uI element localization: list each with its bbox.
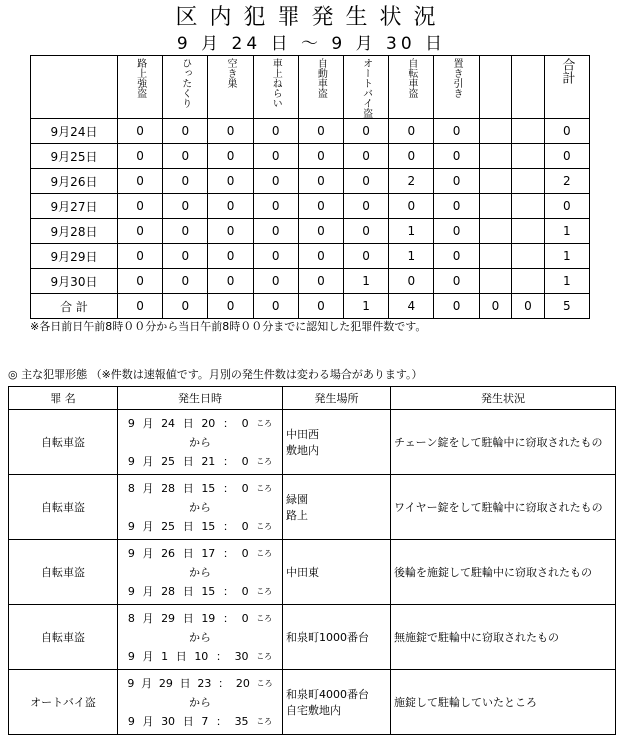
date-part: ころ — [256, 651, 273, 661]
date-part: 0 — [241, 454, 249, 468]
count-cell: 0 — [118, 269, 163, 294]
count-cell — [479, 144, 512, 169]
column-header — [544, 56, 589, 119]
count-cell: 0 — [163, 144, 208, 169]
case-name: 自転車盗 — [9, 540, 118, 605]
count-cell: 0 — [253, 144, 298, 169]
date-part: 日 — [182, 584, 194, 598]
column-header — [208, 56, 253, 119]
count-cell: 0 — [253, 119, 298, 144]
column-header — [389, 56, 434, 119]
date-part: 35 — [234, 714, 249, 728]
table-row — [31, 144, 590, 169]
count-cell: 0 — [208, 144, 253, 169]
count-cell: 0 — [389, 119, 434, 144]
row-date: 9月27日 — [31, 194, 118, 219]
count-cell: 0 — [434, 169, 479, 194]
count-cell: 0 — [253, 244, 298, 269]
count-cell: 2 — [544, 169, 589, 194]
count-cell: 0 — [118, 219, 163, 244]
date-part: 26 — [161, 546, 176, 560]
date-part: 日 — [182, 454, 194, 468]
count-cell — [512, 169, 545, 194]
count-cell: 0 — [298, 119, 343, 144]
total-row — [31, 294, 590, 319]
count-cell: 0 — [298, 269, 343, 294]
crime-table-header — [31, 56, 590, 119]
date-part: 日 — [182, 481, 194, 495]
count-cell: 0 — [544, 194, 589, 219]
date-part: 20 — [201, 416, 216, 430]
count-cell: 0 — [253, 194, 298, 219]
date-part: ころ — [256, 586, 273, 596]
count-cell: 0 — [434, 244, 479, 269]
count-cell: 0 — [344, 194, 389, 219]
column-header-label: オートバイ盗 — [360, 58, 372, 118]
date-part: 月 — [142, 649, 154, 663]
crime-table-body — [31, 119, 590, 319]
case-row — [9, 605, 616, 670]
header-datetime: 発生日時 — [118, 387, 283, 410]
count-cell: 0 — [208, 244, 253, 269]
date-part: ： — [222, 416, 234, 430]
count-cell — [512, 119, 545, 144]
count-cell: 0 — [163, 244, 208, 269]
date-to — [118, 647, 282, 666]
count-cell: 0 — [253, 219, 298, 244]
case-name: 自転車盗 — [9, 475, 118, 540]
date-part: 月 — [142, 584, 154, 598]
table-note: ※各日前日午前8時００分から当日午前8時００分までに認知した犯罪件数です。 — [30, 320, 427, 333]
table-row — [31, 119, 590, 144]
total-cell: 0 — [208, 294, 253, 319]
date-part: 9 — [127, 676, 135, 690]
count-cell: 2 — [389, 169, 434, 194]
case-situation: 施錠して駐輪していたところ — [391, 670, 616, 735]
column-header-label: 自動車盗 — [315, 58, 327, 98]
date-part: 日 — [182, 416, 194, 430]
date-part: 10 — [194, 649, 209, 663]
count-cell: 0 — [163, 194, 208, 219]
date-part: ころ — [256, 521, 273, 531]
date-part: 0 — [241, 611, 249, 625]
count-cell: 0 — [434, 144, 479, 169]
date-part: ： — [222, 611, 234, 625]
case-place: 中田西 敷地内 — [283, 410, 391, 475]
column-header — [479, 56, 512, 119]
column-header — [344, 56, 389, 119]
date-part: 0 — [241, 546, 249, 560]
count-cell: 0 — [434, 194, 479, 219]
date-to — [118, 517, 282, 536]
count-cell: 0 — [253, 169, 298, 194]
count-cell: 0 — [118, 244, 163, 269]
date-from — [118, 544, 282, 563]
count-cell: 0 — [208, 194, 253, 219]
date-part: 日 — [175, 649, 187, 663]
case-name: オートバイ盗 — [9, 670, 118, 735]
date-from — [118, 414, 282, 433]
count-cell: 0 — [298, 144, 343, 169]
column-header — [118, 56, 163, 119]
case-situation: チェーン錠をして駐輪中に窃取されたもの — [391, 410, 616, 475]
date-part: 0 — [241, 584, 249, 598]
case-datetime — [118, 605, 283, 670]
date-part: 25 — [161, 454, 176, 468]
count-cell: 1 — [544, 244, 589, 269]
count-cell: 0 — [208, 169, 253, 194]
date-part: 20 — [235, 676, 250, 690]
total-label: 合 計 — [31, 294, 118, 319]
row-date: 9月29日 — [31, 244, 118, 269]
count-cell — [479, 244, 512, 269]
count-cell: 0 — [344, 169, 389, 194]
count-cell: 0 — [163, 269, 208, 294]
total-cell: 0 — [479, 294, 512, 319]
date-part: ： — [222, 546, 234, 560]
total-cell: 0 — [298, 294, 343, 319]
date-part: 17 — [201, 546, 216, 560]
column-header-label: 置き引き — [451, 58, 463, 98]
date-part: 25 — [161, 519, 176, 533]
count-cell: 0 — [544, 144, 589, 169]
date-part: 0 — [241, 416, 249, 430]
date-to — [118, 452, 282, 471]
date-part: 月 — [142, 454, 154, 468]
date-part: 9 — [127, 454, 135, 468]
case-datetime — [118, 410, 283, 475]
count-cell: 0 — [389, 269, 434, 294]
table-row — [31, 194, 590, 219]
count-cell: 0 — [344, 119, 389, 144]
date-part: 日 — [182, 714, 194, 728]
date-part: 9 — [127, 714, 135, 728]
date-part: 9 — [127, 546, 135, 560]
date-to — [118, 712, 282, 731]
total-cell: 1 — [344, 294, 389, 319]
case-situation: 後輪を施錠して駐輪中に窃取されたもの — [391, 540, 616, 605]
date-part: 15 — [201, 481, 216, 495]
row-date: 9月28日 — [31, 219, 118, 244]
date-from — [118, 674, 282, 693]
date-part: 1 — [161, 649, 169, 663]
date-part: 21 — [201, 454, 216, 468]
row-date: 9月25日 — [31, 144, 118, 169]
row-date: 9月30日 — [31, 269, 118, 294]
page-title: 区内犯罪発生状況 — [175, 5, 448, 30]
count-cell: 0 — [389, 194, 434, 219]
column-header — [253, 56, 298, 119]
count-cell — [512, 269, 545, 294]
count-cell: 0 — [208, 119, 253, 144]
count-cell: 1 — [389, 219, 434, 244]
date-part: ： — [222, 454, 234, 468]
date-part: 24 — [161, 416, 176, 430]
column-header — [298, 56, 343, 119]
case-datetime — [118, 540, 283, 605]
case-situation: 無施錠で駐輪中に窃取されたもの — [391, 605, 616, 670]
count-cell: 0 — [163, 219, 208, 244]
date-part: 9 — [127, 649, 135, 663]
count-cell — [479, 269, 512, 294]
kara-label: から — [189, 630, 211, 644]
count-cell: 0 — [298, 219, 343, 244]
count-cell: 0 — [208, 269, 253, 294]
kara-label: から — [189, 565, 211, 579]
date-part: 月 — [142, 611, 154, 625]
date-part: 9 — [127, 584, 135, 598]
column-header-label: 路上強盗 — [134, 58, 146, 98]
column-header-label: 合計 — [559, 58, 575, 84]
main-table-header — [9, 387, 616, 410]
case-place: 和泉町1000番台 — [283, 605, 391, 670]
table-row — [31, 244, 590, 269]
case-place: 和泉町4000番台 自宅敷地内 — [283, 670, 391, 735]
date-part: ころ — [256, 716, 273, 726]
date-part: ： — [215, 714, 227, 728]
case-name: 自転車盗 — [9, 605, 118, 670]
case-place: 緑園 路上 — [283, 475, 391, 540]
date-part: 月 — [142, 714, 154, 728]
date-part: 23 — [197, 676, 212, 690]
total-cell: 4 — [389, 294, 434, 319]
count-cell: 0 — [434, 119, 479, 144]
count-cell: 0 — [344, 144, 389, 169]
case-datetime — [118, 475, 283, 540]
count-cell: 1 — [544, 269, 589, 294]
header-situation: 発生状況 — [391, 387, 616, 410]
total-cell: 0 — [512, 294, 545, 319]
column-header-label: ひったくり — [179, 58, 191, 108]
total-cell: 0 — [253, 294, 298, 319]
date-part: 8 — [127, 611, 135, 625]
total-cell: 0 — [163, 294, 208, 319]
row-date: 9月26日 — [31, 169, 118, 194]
column-header — [163, 56, 208, 119]
case-datetime — [118, 670, 283, 735]
date-from — [118, 609, 282, 628]
count-cell — [512, 194, 545, 219]
header-crime-name: 罪 名 — [9, 387, 118, 410]
date-part: 月 — [142, 481, 154, 495]
date-part: 0 — [241, 519, 249, 533]
row-date: 9月24日 — [31, 119, 118, 144]
count-cell — [479, 194, 512, 219]
date-part: ： — [222, 584, 234, 598]
date-part: ころ — [256, 678, 273, 688]
date-part: ころ — [256, 418, 273, 428]
date-part: ころ — [256, 613, 273, 623]
table-row — [31, 169, 590, 194]
count-cell — [479, 119, 512, 144]
count-cell: 0 — [118, 119, 163, 144]
count-cell: 0 — [298, 194, 343, 219]
section-title: ◎ 主な犯罪形態 （※件数は速報値です。月別の発生件数は変わる場合があります。） — [8, 368, 423, 381]
date-part: ころ — [256, 548, 273, 558]
date-part: 29 — [161, 611, 176, 625]
date-range: 9 月 24 日 ～ 9 月 30 日 — [176, 34, 447, 54]
count-cell: 1 — [544, 219, 589, 244]
date-part: 日 — [182, 611, 194, 625]
case-place: 中田東 — [283, 540, 391, 605]
table-row — [31, 219, 590, 244]
date-from — [118, 479, 282, 498]
count-cell: 0 — [434, 219, 479, 244]
date-part: 日 — [182, 546, 194, 560]
kara-label: から — [189, 500, 211, 514]
corner-cell — [31, 56, 118, 119]
kara-label: から — [189, 435, 211, 449]
date-part: 30 — [161, 714, 176, 728]
date-part: ころ — [256, 456, 273, 466]
date-part: 日 — [179, 676, 191, 690]
date-part: 月 — [142, 416, 154, 430]
count-cell — [479, 169, 512, 194]
case-name: 自転車盗 — [9, 410, 118, 475]
date-part: 8 — [127, 481, 135, 495]
date-part: 月 — [142, 546, 154, 560]
main-table-body — [9, 410, 616, 735]
crime-count-table — [30, 55, 590, 319]
date-part: 日 — [182, 519, 194, 533]
case-row — [9, 670, 616, 735]
count-cell: 0 — [208, 219, 253, 244]
column-header-label: 空き巣 — [225, 58, 236, 88]
date-part: 月 — [142, 519, 154, 533]
date-part: ころ — [256, 483, 273, 493]
count-cell: 0 — [118, 144, 163, 169]
date-part: 9 — [127, 416, 135, 430]
date-part: ： — [215, 649, 227, 663]
date-part: 15 — [201, 584, 216, 598]
date-part: ： — [218, 676, 230, 690]
count-cell: 1 — [344, 269, 389, 294]
date-to — [118, 582, 282, 601]
kara-label: から — [189, 695, 211, 709]
date-part: 15 — [201, 519, 216, 533]
count-cell: 0 — [298, 244, 343, 269]
column-header — [512, 56, 545, 119]
date-part: 28 — [161, 481, 176, 495]
column-header-label: 自転車盗 — [405, 58, 417, 98]
date-part: ： — [222, 519, 234, 533]
header-place: 発生場所 — [283, 387, 391, 410]
count-cell: 0 — [344, 244, 389, 269]
column-header-label: 車上ねらい — [270, 58, 282, 108]
column-header — [434, 56, 479, 119]
count-cell: 0 — [389, 144, 434, 169]
case-row — [9, 540, 616, 605]
count-cell: 0 — [163, 119, 208, 144]
date-part: 0 — [241, 481, 249, 495]
count-cell — [512, 144, 545, 169]
date-part: 30 — [234, 649, 249, 663]
count-cell — [479, 219, 512, 244]
count-cell: 0 — [253, 269, 298, 294]
count-cell: 1 — [389, 244, 434, 269]
count-cell: 0 — [544, 119, 589, 144]
case-situation: ワイヤー錠をして駐輪中に窃取されたもの — [391, 475, 616, 540]
count-cell — [512, 244, 545, 269]
count-cell: 0 — [163, 169, 208, 194]
count-cell: 0 — [298, 169, 343, 194]
count-cell: 0 — [118, 194, 163, 219]
case-row — [9, 410, 616, 475]
table-row — [31, 269, 590, 294]
total-cell: 0 — [434, 294, 479, 319]
total-cell: 5 — [544, 294, 589, 319]
date-part: 28 — [161, 584, 176, 598]
count-cell — [512, 219, 545, 244]
count-cell: 0 — [434, 269, 479, 294]
date-part: ： — [222, 481, 234, 495]
date-part: 9 — [127, 519, 135, 533]
date-part: 29 — [158, 676, 173, 690]
count-cell: 0 — [118, 169, 163, 194]
case-row — [9, 475, 616, 540]
date-part: 7 — [201, 714, 209, 728]
date-part: 19 — [201, 611, 216, 625]
main-crimes-table — [8, 386, 616, 735]
count-cell: 0 — [344, 219, 389, 244]
total-cell: 0 — [118, 294, 163, 319]
date-part: 月 — [141, 676, 153, 690]
